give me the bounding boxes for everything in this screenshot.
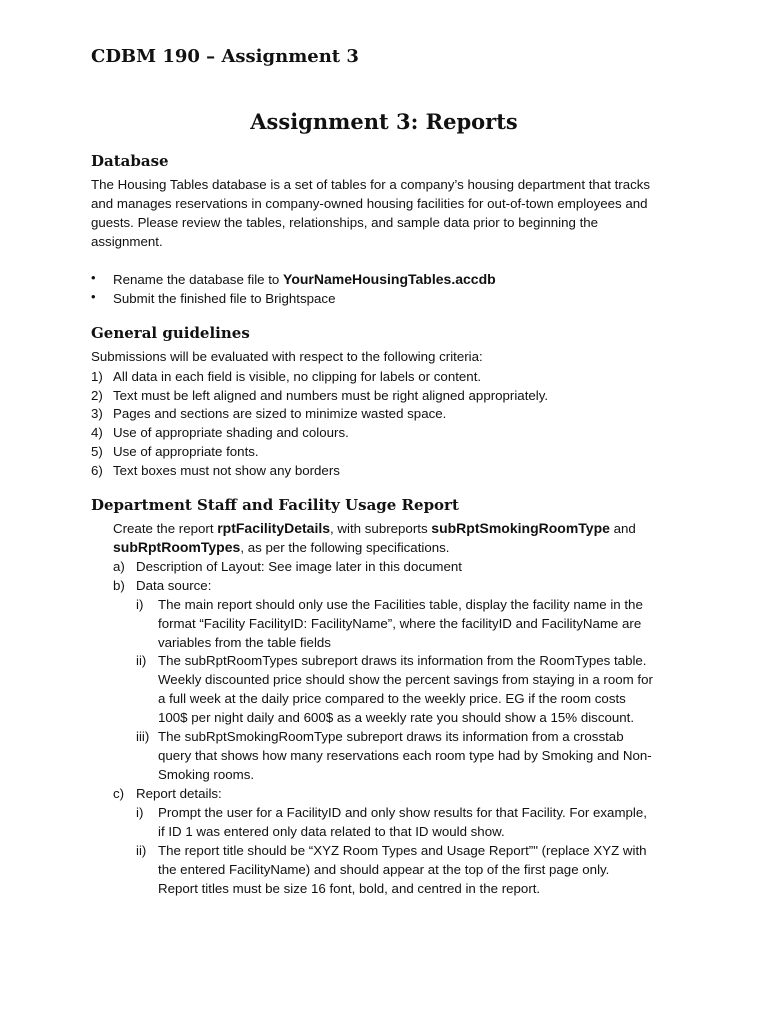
report-intro-line	[113, 538, 449, 557]
subitem-text: if ID 1 was entered only data related to that ID would show.	[158, 824, 505, 839]
subitem-text: format “Facility FacilityID: FacilityName”, where the facilityID and FacilityName are	[158, 616, 642, 631]
item-text: Report details:	[136, 786, 222, 801]
criteria-text: All data in each field is visible, no clipping for labels or content.	[113, 369, 482, 384]
item-text: Description of Layout: See image later in this document	[136, 559, 462, 574]
database-paragraph-line: guests. Please review the tables, relationships, and sample data prior to beginning the	[91, 215, 599, 230]
subitem-text: The subRptSmokingRoomType subreport draws its information from a crosstab	[158, 729, 624, 744]
criteria-text: Text boxes must not show any borders	[113, 463, 340, 478]
subitem-text: variables from the table fields	[158, 635, 331, 650]
document-header: CDBM 190 – Assignment 3	[91, 46, 359, 67]
subitem-text: 100$ per night daily and 600$ as a weekly rate you should show a 15% discount.	[158, 710, 635, 725]
guidelines-heading: General guidelines	[91, 324, 250, 342]
subitem-text: query that shows how many reservations each room type had by Smoking and Non-	[158, 748, 652, 763]
database-paragraph-line: The Housing Tables database is a set of tables for a company’s housing department that tracks	[91, 177, 651, 192]
intro-text: and	[609, 521, 636, 536]
database-paragraph-line: assignment.	[91, 234, 163, 249]
intro-text: Create the report	[113, 521, 218, 536]
criteria-number: 1)	[91, 369, 103, 384]
item-label: c)	[113, 786, 125, 801]
subitem-text: The main report should only use the Facilities table, display the facility name in the	[158, 597, 643, 612]
subitem-text: Weekly discounted price should show the percent savings from staying in a room for	[158, 672, 653, 687]
criteria-number: 5)	[91, 444, 103, 459]
criteria-number: 4)	[91, 425, 103, 440]
subitem-text: Report titles must be size 16 font, bold, and centred in the report.	[158, 881, 541, 896]
criteria-text: Use of appropriate fonts.	[113, 444, 259, 459]
database-paragraph-line: and manages reservations in company-owned housing facilities for out-of-town employees and	[91, 196, 648, 211]
subitem-text: the entered FacilityName) and should appear at the top of the first page only.	[158, 862, 610, 877]
criteria-number: 6)	[91, 463, 103, 478]
bullet-icon: •	[91, 289, 96, 304]
item-text: Data source:	[136, 578, 212, 593]
criteria-text: Text must be left aligned and numbers must be right aligned appropriately.	[113, 388, 549, 403]
guidelines-intro: Submissions will be evaluated with respect to the following criteria:	[91, 349, 483, 364]
subitem-text: a full week at the daily price compared to the weekly price. EG if the room costs	[158, 691, 626, 706]
filename-text: YourNameHousingTables.accdb	[283, 271, 496, 287]
subitem-number: i)	[136, 805, 144, 820]
criteria-number: 2)	[91, 388, 103, 403]
subreport-name: subRptRoomTypes	[113, 539, 241, 555]
criteria-number: 3)	[91, 406, 103, 421]
intro-text: , with subreports	[330, 521, 432, 536]
subitem-number: ii)	[136, 653, 147, 668]
page-title: Assignment 3: Reports	[250, 109, 518, 134]
report-name: rptFacilityDetails	[217, 520, 331, 536]
subitem-number: iii)	[136, 729, 150, 744]
subitem-number: ii)	[136, 843, 147, 858]
subitem-text: The subRptRoomTypes subreport draws its information from the RoomTypes table.	[158, 653, 647, 668]
subitem-text: Prompt the user for a FacilityID and only show results for that Facility. For example,	[158, 805, 647, 820]
list-item	[113, 270, 496, 289]
criteria-text: Pages and sections are sized to minimize wasted space.	[113, 406, 447, 421]
item-label: a)	[113, 559, 125, 574]
item-label: b)	[113, 578, 125, 593]
bullet-icon: •	[91, 270, 96, 285]
criteria-text: Use of appropriate shading and colours.	[113, 425, 349, 440]
report-heading: Department Staff and Facility Usage Report	[91, 496, 459, 514]
bullet-text: Rename the database file to	[113, 272, 284, 287]
subitem-number: i)	[136, 597, 144, 612]
database-heading: Database	[91, 152, 169, 170]
subitem-text: Smoking rooms.	[158, 767, 255, 782]
report-intro-line	[113, 519, 636, 538]
subitem-text: The report title should be “XYZ Room Types and Usage Report”" (replace XYZ with	[158, 843, 647, 858]
intro-text: , as per the following specifications.	[240, 540, 450, 555]
subreport-name: subRptSmokingRoomType	[431, 520, 610, 536]
list-item: Submit the finished file to Brightspace	[113, 291, 336, 306]
